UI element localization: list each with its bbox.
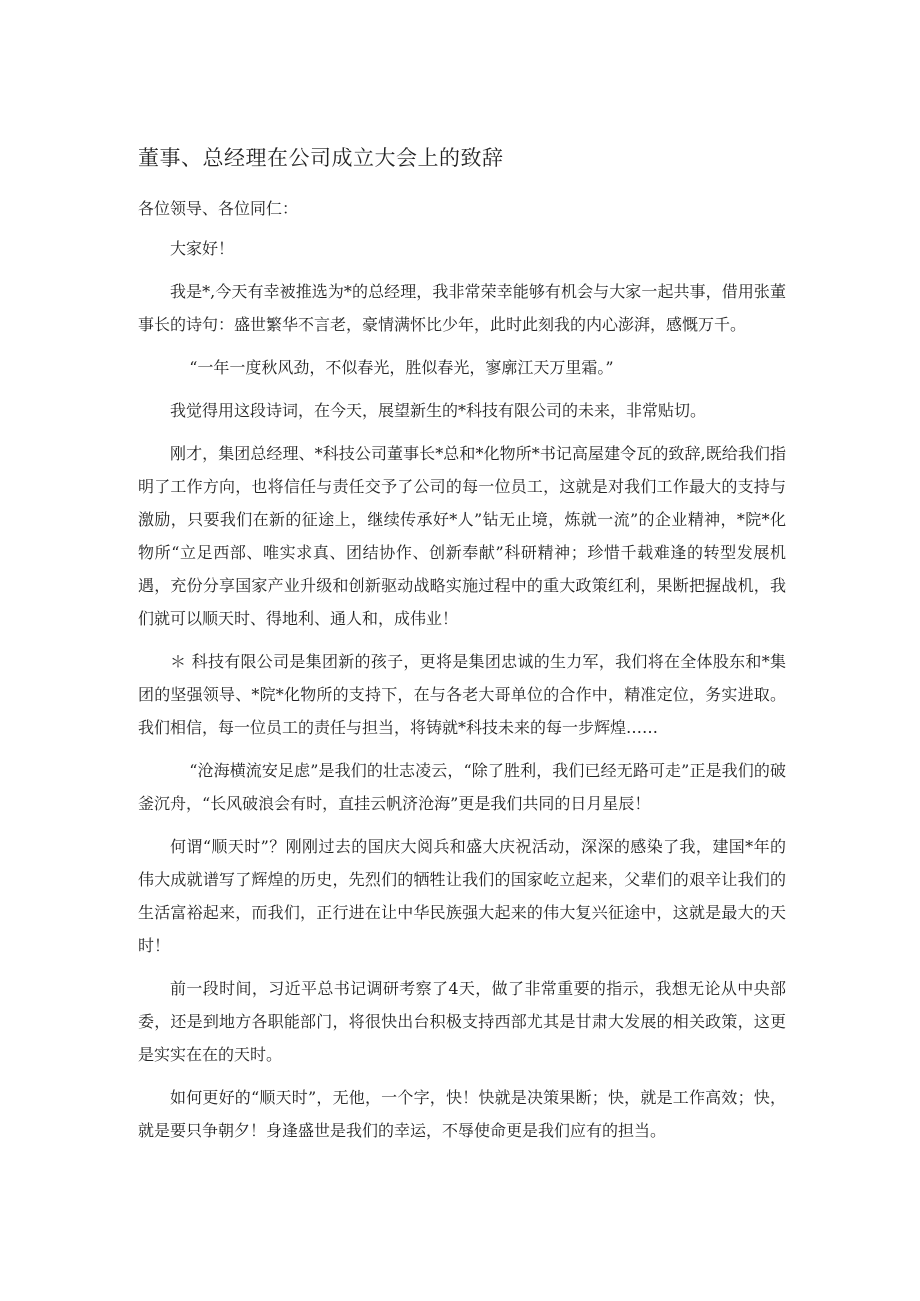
paragraph-heavenly-timing: 何谓“顺天时”？刚刚过去的国庆大阅兵和盛大庆祝活动，深深的感染了我，建国*年的伟大成就谱写了辉煌的历史，先烈们的牺牲让我们的国家屹立起来，父辈们的艰辛让我们的生活富裕起来，而我们，正行进在让中华民族强大起来的伟大复兴征途中，这就是最大的天时！ bbox=[138, 837, 786, 955]
paragraph-company-mission: ＊ 科技有限公司是集团新的孩子，更将是集团忠诚的生力军，我们将在全体股东和*集团的坚强领导、*院*化物所的支持下，在与各老大哥单位的合作中，精准定位，务实进取。我们相信，每一位员工的责任与担当，将铸就*科技未来的每一步辉煌…… bbox=[138, 652, 786, 737]
paragraph-aspirations: “沧海横流安足虑”是我们的壮志凌云，“除了胜利，我们已经无路可走”正是我们的破釜沉舟，“长风破浪会有时，直挂云帆济沧海”更是我们共同的日月星辰！ bbox=[138, 761, 786, 813]
paragraph-policy-support: 前一段时间，习近平总书记调研考察了4天，做了非常重要的指示，我想无论从中央部委，还是到地方各职能部门，将很快出台积极支持西部尤其是甘肃大发展的相关政策，这更是实实在在的天时。 bbox=[138, 979, 786, 1064]
paragraph-poem-quote: “一年一度秋风劲，不似春光，胜似春光，寥廓江天万里霜。” bbox=[189, 358, 614, 377]
paragraph-introduction: 我是*,今天有幸被推选为*的总经理，我非常荣幸能够有机会与大家一起共事，借用张董事长的诗句：盛世繁华不言老，豪情满怀比少年，此时此刻我的内心澎湃，感慨万千。 bbox=[138, 282, 786, 334]
paragraph-speed: 如何更好的“顺天时”，无他，一个字，快！快就是决策果断；快，就是工作高效；快，就是要只争朝夕！身逢盛世是我们的幸运，不辱使命更是我们应有的担当。 bbox=[138, 1088, 786, 1140]
salutation: 各位领导、各位同仁： bbox=[138, 199, 299, 218]
document-body bbox=[138, 232, 786, 1157]
paragraph-greeting: 大家好！ bbox=[170, 239, 235, 258]
paragraph-leadership-remarks: 刚才，集团总经理、*科技公司董事长*总和*化物所*书记高屋建令瓦的致辞,既给我们指明了工作方向，也将信任与责任交予了公司的每一位员工，这就是对我们工作最大的支持与激励，只要我们在新的征途上，继续传承好*人”钻无止境，炼就一流”的企业精神，*院*化物所“立足西部、唯实求真、团结协作、创新奉献”科研精神；珍惜千载难逢的转型发展机遇，充份分享国家产业升级和创新驱动战略实施过程中的重大政策红利，果断把握战机，我们就可以顺天时、得地利、通人和，成伟业！ bbox=[138, 444, 786, 628]
document-title: 董事、总经理在公司成立大会上的致辞 bbox=[138, 146, 504, 170]
paragraph-poem-comment: 我觉得用这段诗词，在今天，展望新生的*科技有限公司的未来，非常贴切。 bbox=[170, 401, 707, 420]
